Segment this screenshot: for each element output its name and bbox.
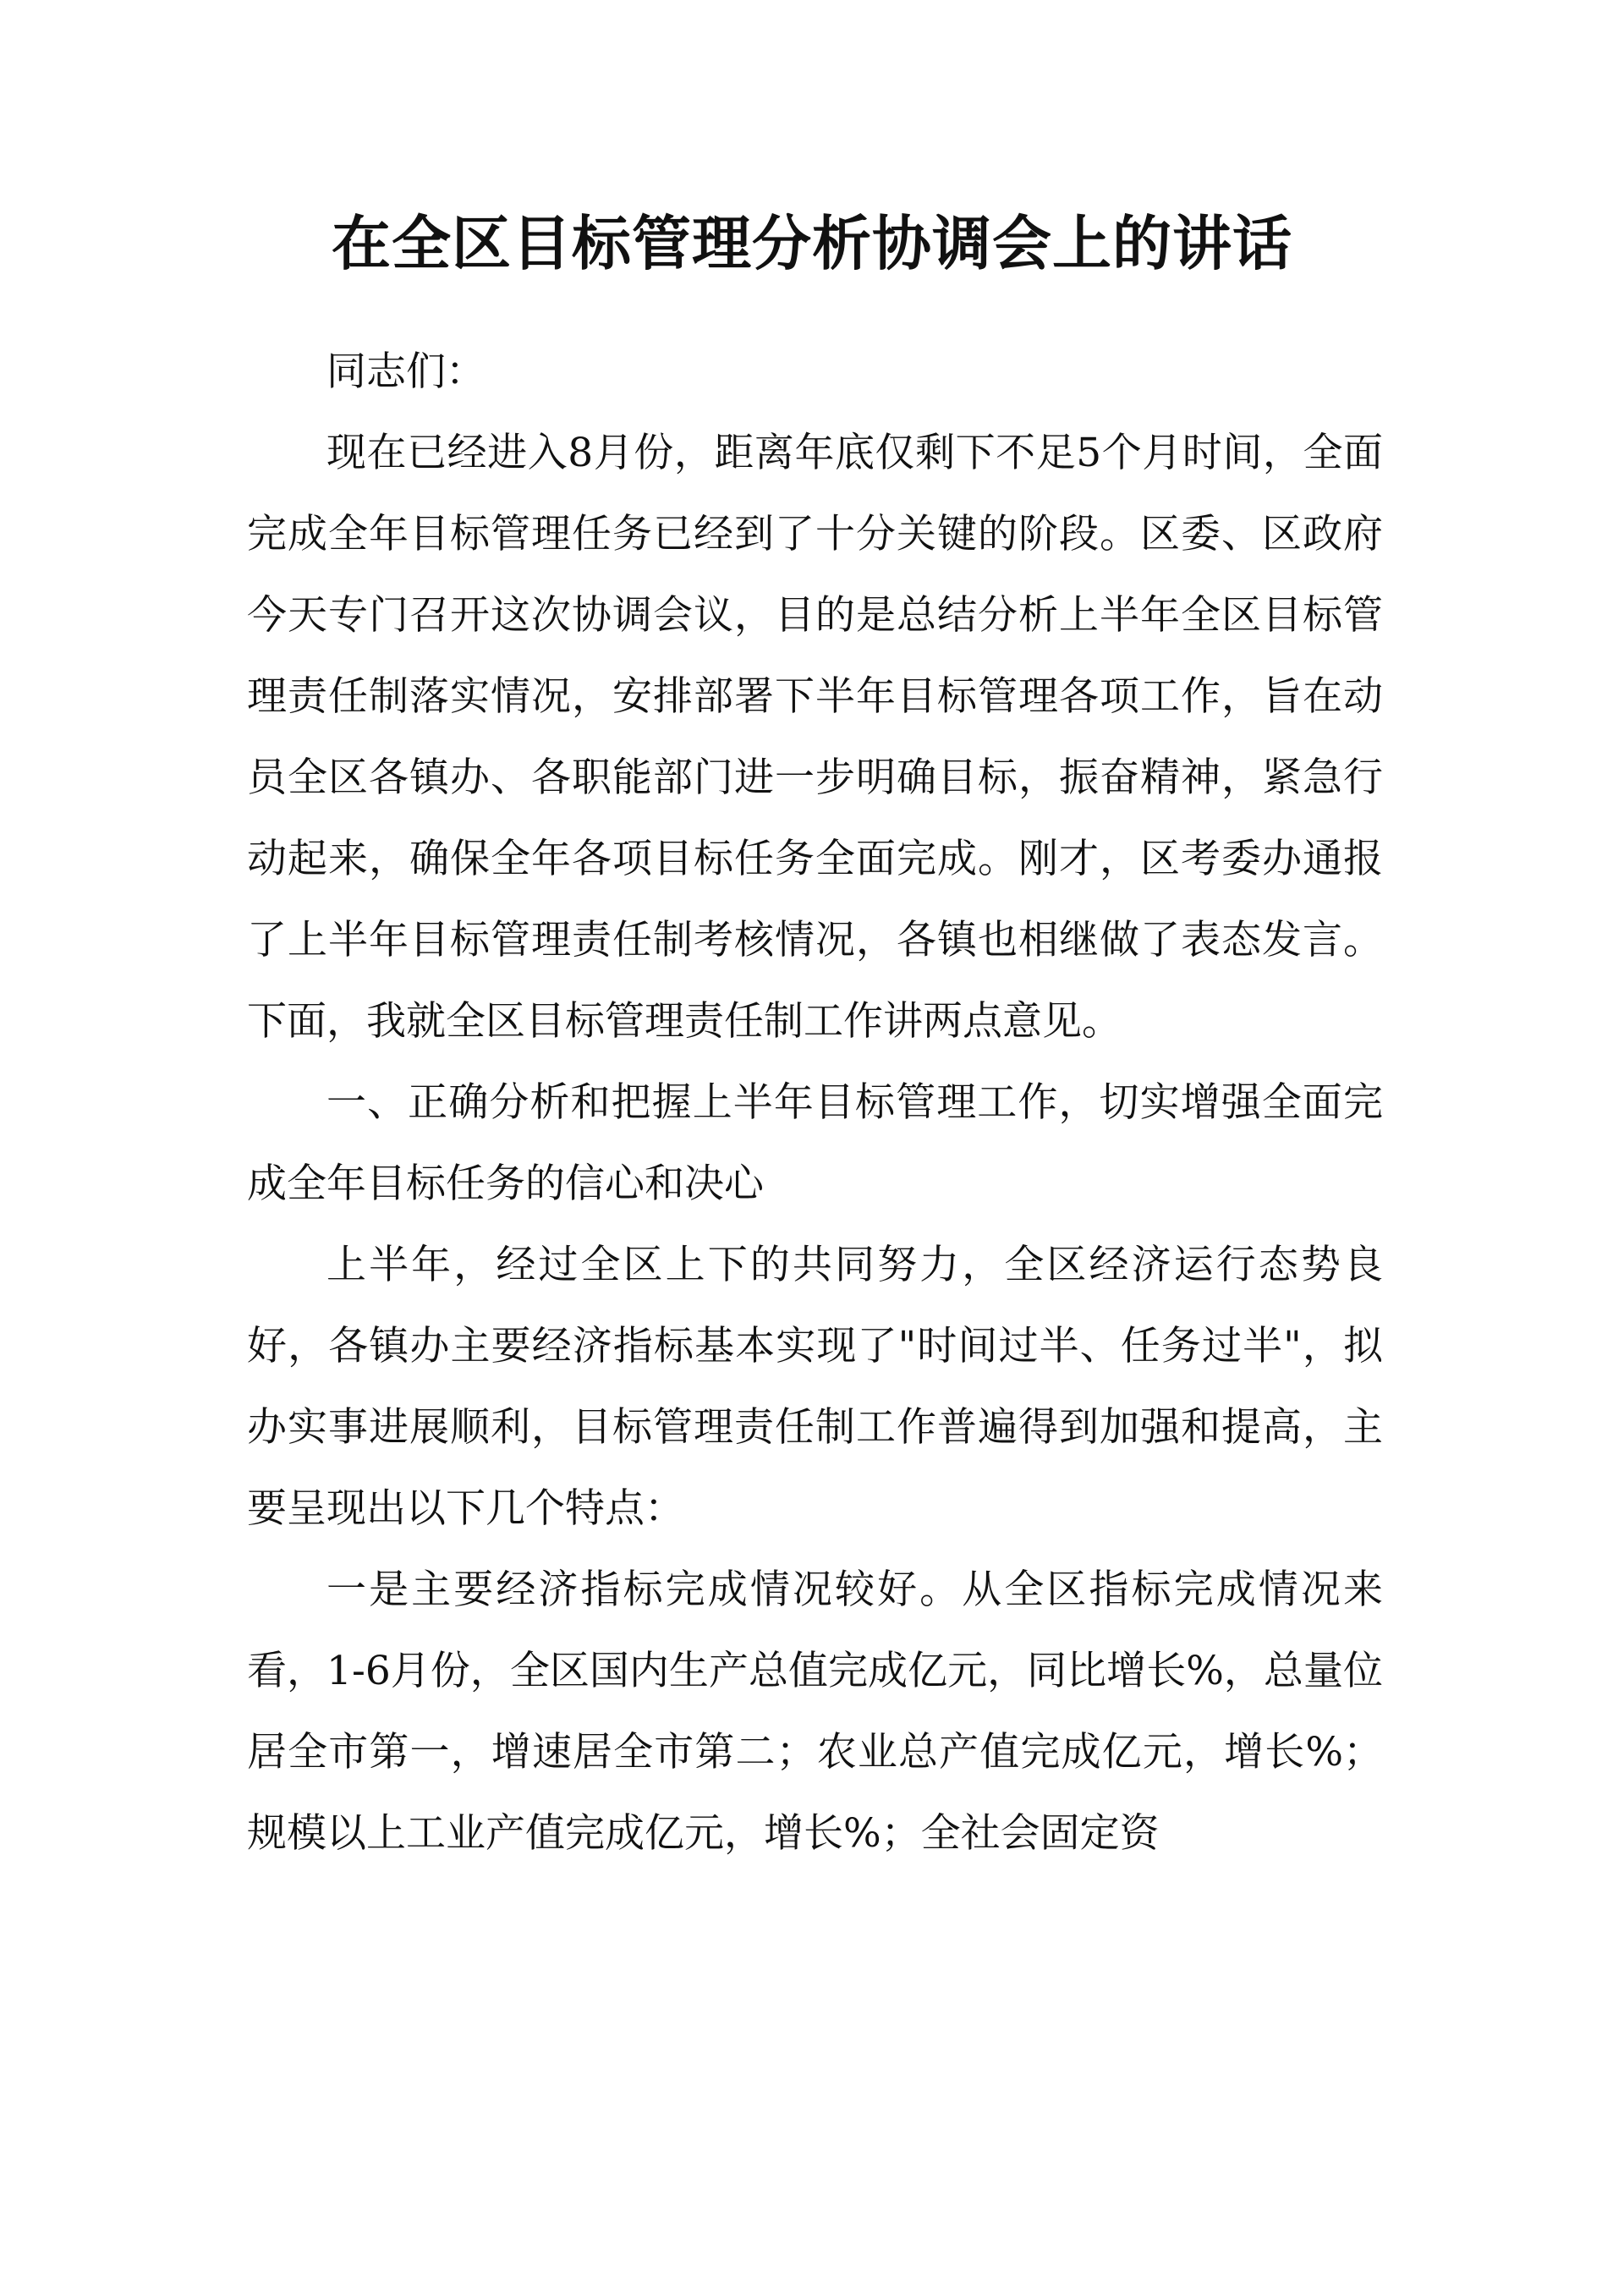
section-heading-one: 一、正确分析和把握上半年目标管理工作，切实增强全面完成全年目标任务的信心和决心 (247, 1079, 1383, 1207)
document-title: 在全区目标管理分析协调会上的讲话 (332, 209, 1292, 278)
document-body (247, 332, 1383, 1874)
economic-indicators-paragraph: 一是主要经济指标完成情况较好。从全区指标完成情况来看，1-6月份，全区国内生产总值完成亿元，同比增长%，总量位居全市第一，增速居全市第二；农业总产值完成亿元，增长%；规模以上工业产值完成亿元，增长%；全社会固定资 (247, 1567, 1383, 1857)
intro-paragraph: 现在已经进入8月份，距离年底仅剩下不足5个月时间，全面完成全年目标管理任务已经到了十分关键的阶段。区委、区政府今天专门召开这次协调会议，目的是总结分析上半年全区目标管理责任制落实情况，安排部署下半年目标管理各项工作，旨在动员全区各镇办、各职能部门进一步明确目标，振奋精神，紧急行动起来，确保全年各项目标任务全面完成。刚才，区考委办通报了上半年目标管理责任制考核情况，各镇也相继做了表态发言。下面，我就全区目标管理责任制工作讲两点意见。 (247, 430, 1383, 1045)
salutation-paragraph: 同志们： (326, 348, 486, 395)
first-half-summary-paragraph: 上半年，经过全区上下的共同努力，全区经济运行态势良好，各镇办主要经济指标基本实现了"时间过半、任务过半"，拟办实事进展顺利，目标管理责任制工作普遍得到加强和提高，主要呈现出以下几个特点： (247, 1242, 1383, 1532)
